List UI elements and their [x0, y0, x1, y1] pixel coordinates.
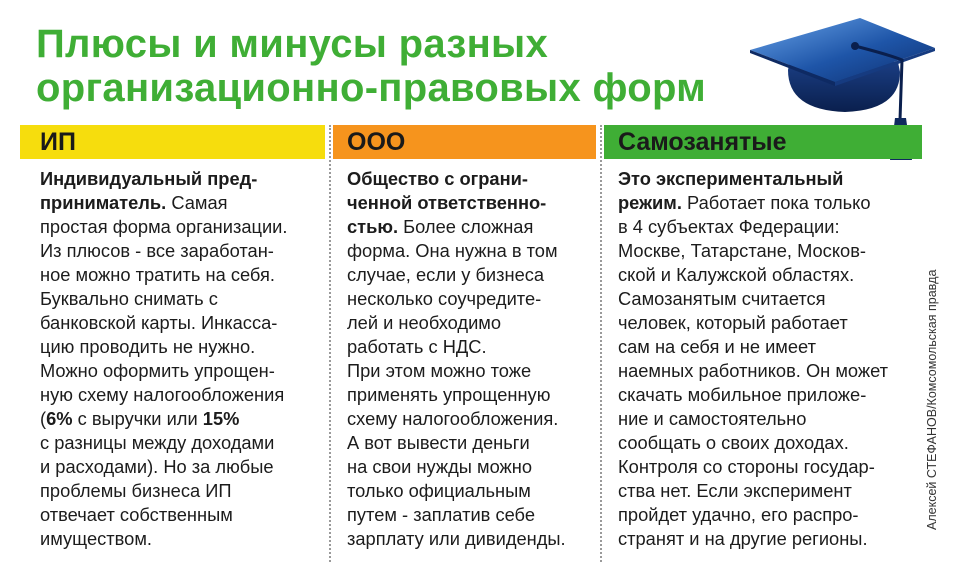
- text-line: [618, 167, 922, 191]
- text-line: [40, 479, 325, 503]
- body-text: и расходами). Но за любые: [40, 456, 274, 477]
- text-line: [40, 359, 325, 383]
- body-text: ние и самостоятельно: [618, 408, 807, 429]
- text-line: [347, 215, 596, 239]
- text-line: [40, 263, 325, 287]
- text-line: [618, 479, 922, 503]
- text-line: [347, 311, 596, 335]
- text-line: [347, 359, 596, 383]
- body-text: случае, если у бизнеса: [347, 264, 545, 285]
- body-text: в 4 субъектах Федерации:: [618, 216, 840, 237]
- text-line: [40, 215, 325, 239]
- column-header-self-employed: Самозанятые: [604, 125, 922, 159]
- text-line: [347, 335, 596, 359]
- body-text: путем - заплатив себе: [347, 504, 535, 525]
- text-line: [618, 335, 922, 359]
- text-line: [40, 311, 325, 335]
- text-line: [618, 191, 922, 215]
- column-divider-1: [329, 125, 331, 562]
- body-text: Самая: [166, 192, 228, 213]
- body-text: только официальным: [347, 480, 531, 501]
- body-text: (: [40, 408, 47, 429]
- body-text: Буквально снимать с: [40, 288, 218, 309]
- text-line: [40, 167, 325, 191]
- text-line: [347, 431, 596, 455]
- body-text: сообщать о своих доходах.: [618, 432, 849, 453]
- text-line: [40, 503, 325, 527]
- text-line: [40, 287, 325, 311]
- body-text: с выручки или: [72, 408, 203, 429]
- body-text: Самозанятым считается: [618, 288, 826, 309]
- text-line: [40, 407, 325, 431]
- bold-text: приниматель.: [40, 192, 167, 213]
- body-text: проблемы бизнеса ИП: [40, 480, 232, 501]
- bold-text: ченной ответственно-: [347, 192, 547, 213]
- text-line: [40, 527, 325, 551]
- column-header-ip: ИП: [20, 125, 325, 159]
- text-line: [347, 167, 596, 191]
- body-text: Контроля со стороны государ-: [618, 456, 875, 477]
- column-ooo: [333, 125, 596, 560]
- body-text: форма. Она нужна в том: [347, 240, 558, 261]
- body-text: цию проводить не нужно.: [40, 336, 256, 357]
- body-text: Более сложная: [398, 216, 534, 237]
- body-text: При этом можно тоже: [347, 360, 532, 381]
- body-text: лей и необходимо: [347, 312, 502, 333]
- text-line: [618, 455, 922, 479]
- bold-text: 6%: [46, 408, 73, 429]
- text-line: [40, 239, 325, 263]
- column-body-ooo: [333, 167, 596, 551]
- body-text: имуществом.: [40, 528, 152, 549]
- body-text: ской и Калужской областях.: [618, 264, 855, 285]
- text-line: [40, 455, 325, 479]
- body-text: пройдет удачно, его распро-: [618, 504, 859, 525]
- photo-credit: Алексей СТЕФАНОВ/Комсомольская правда: [925, 269, 939, 530]
- body-text: А вот вывести деньги: [347, 432, 530, 453]
- text-line: [618, 263, 922, 287]
- text-line: [347, 263, 596, 287]
- text-line: [618, 503, 922, 527]
- body-text: Можно оформить упрощен-: [40, 360, 275, 381]
- body-text: применять упрощенную: [347, 384, 551, 405]
- text-line: [347, 239, 596, 263]
- body-text: Из плюсов - все заработан-: [40, 240, 274, 261]
- title-line-2: организационно-правовых форм: [36, 66, 707, 110]
- body-text: на свои нужды можно: [347, 456, 533, 477]
- text-line: [618, 383, 922, 407]
- body-text: схему налогообложения.: [347, 408, 559, 429]
- body-text: скачать мобильное приложе-: [618, 384, 867, 405]
- text-line: [618, 359, 922, 383]
- body-text: работать с НДС.: [347, 336, 487, 357]
- body-text: странят и на другие регионы.: [618, 528, 868, 549]
- title-line-1: Плюсы и минусы разных: [36, 22, 549, 66]
- bold-text: стью.: [347, 216, 399, 237]
- text-line: [618, 431, 922, 455]
- text-line: [347, 407, 596, 431]
- text-line: [347, 383, 596, 407]
- page-title: [36, 22, 706, 110]
- text-line: [618, 407, 922, 431]
- column-divider-2: [600, 125, 602, 562]
- column-header-ooo: ООО: [333, 125, 596, 159]
- body-text: с разницы между доходами: [40, 432, 275, 453]
- body-text: человек, который работает: [618, 312, 848, 333]
- text-line: [618, 527, 922, 551]
- body-text: ное можно тратить на себя.: [40, 264, 275, 285]
- text-line: [347, 455, 596, 479]
- body-text: Работает пока только: [681, 192, 871, 213]
- bold-text: режим.: [618, 192, 682, 213]
- body-text: наемных работников. Он может: [618, 360, 889, 381]
- text-line: [40, 431, 325, 455]
- text-line: [40, 191, 325, 215]
- text-line: [347, 479, 596, 503]
- bold-text: 15%: [202, 408, 240, 429]
- body-text: несколько соучредите-: [347, 288, 542, 309]
- column-body-ip: [20, 167, 325, 551]
- bold-text: Индивидуальный пред-: [40, 168, 258, 189]
- body-text: банковской карты. Инкасса-: [40, 312, 278, 333]
- body-text: простая форма организации.: [40, 216, 288, 237]
- bold-text: Общество с ограни-: [347, 168, 528, 189]
- body-text: зарплату или дивиденды.: [347, 528, 566, 549]
- text-line: [347, 191, 596, 215]
- text-line: [347, 527, 596, 551]
- column-self-employed: [604, 125, 922, 560]
- body-text: отвечает собственным: [40, 504, 233, 525]
- body-text: ства нет. Если эксперимент: [618, 480, 852, 501]
- column-ip: [20, 125, 325, 560]
- body-text: Москве, Татарстане, Москов-: [618, 240, 866, 261]
- text-line: [347, 287, 596, 311]
- text-line: [618, 311, 922, 335]
- text-line: [618, 287, 922, 311]
- text-line: [618, 215, 922, 239]
- text-line: [40, 335, 325, 359]
- body-text: сам на себя и не имеет: [618, 336, 816, 357]
- bold-text: Это экспериментальный: [618, 168, 844, 189]
- text-line: [347, 503, 596, 527]
- body-text: ную схему налогообложения: [40, 384, 285, 405]
- text-line: [40, 383, 325, 407]
- text-line: [618, 239, 922, 263]
- column-body-self-employed: [604, 167, 922, 551]
